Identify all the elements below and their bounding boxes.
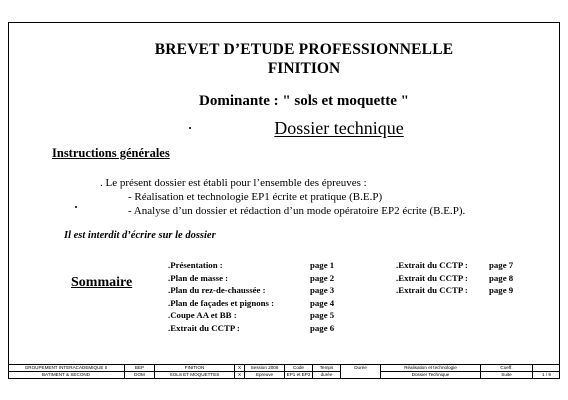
toc-item-page: page 2 bbox=[310, 272, 335, 283]
cartouche-text: Suite bbox=[501, 372, 512, 377]
dominante-heading: Dominante : " sols et moquette " bbox=[199, 93, 409, 109]
toc-right-labels bbox=[396, 259, 468, 297]
toc-item-label: .Plan du rez-de-chaussée : bbox=[168, 285, 266, 295]
title-block-cartouche bbox=[8, 364, 560, 379]
toc-item-page: page 9 bbox=[489, 285, 514, 295]
speck-mark bbox=[189, 127, 191, 129]
cartouche-text: durée bbox=[320, 372, 333, 377]
toc-item-page: page 7 bbox=[489, 260, 514, 270]
cartouche-mid-line bbox=[380, 371, 560, 372]
toc-item-page: page 6 bbox=[310, 322, 335, 333]
toc-item-label: .Plan de façades et pignons : bbox=[168, 297, 275, 308]
cartouche-text: Temps bbox=[319, 365, 334, 370]
cartouche-text: Coeff. bbox=[500, 365, 513, 370]
instructions-line-2: - Réalisation et technologie EP1 écrite et pratique (B.E.P) bbox=[128, 191, 383, 203]
warning-text: Il est interdit d’écrire sur le dossier bbox=[64, 230, 216, 241]
cartouche-text: 1 / 9 bbox=[542, 372, 551, 377]
cartouche-mid-line bbox=[8, 371, 340, 372]
toc-item-label: .Extrait du CCTP : bbox=[168, 322, 240, 333]
toc-right-pages bbox=[489, 259, 513, 297]
toc-item-page: page 4 bbox=[310, 297, 335, 308]
dossier-technique-heading bbox=[9, 118, 559, 139]
toc-item-page: page 5 bbox=[310, 310, 335, 320]
cartouche-text: FINITION bbox=[184, 365, 205, 370]
toc-item-label: .Extrait du CCTP : bbox=[396, 260, 468, 270]
cartouche-text: Epreuve bbox=[255, 372, 274, 377]
toc-item-page: page 8 bbox=[489, 272, 514, 283]
instructions-heading: Instructions générales bbox=[52, 146, 170, 160]
cartouche-text: X bbox=[237, 372, 242, 377]
cartouche-text: DOM bbox=[134, 372, 145, 377]
toc-item-label: .Plan de masse : bbox=[168, 272, 229, 283]
toc-left-pages bbox=[310, 259, 334, 334]
toc-left-labels bbox=[168, 259, 274, 334]
cartouche-cell-duree bbox=[340, 364, 380, 379]
toc-item-page: page 1 bbox=[310, 260, 335, 270]
cartouche-text: Session 2006 bbox=[250, 365, 279, 370]
sommaire-heading: Sommaire bbox=[71, 275, 133, 290]
toc-item-label: .Extrait du CCTP : bbox=[396, 285, 468, 295]
cartouche-text: GROUPEMENT INTERACADEMIQUE II bbox=[24, 365, 108, 370]
toc-item-label: .Présentation : bbox=[168, 260, 223, 270]
cartouche-text: Dossier Technique bbox=[411, 372, 450, 377]
title-line-1: BREVET D’ETUDE PROFESSIONNELLE bbox=[154, 41, 454, 58]
cartouche-text: BATIMENT & SECOND bbox=[41, 372, 91, 377]
dossier-technique-text: Dossier technique bbox=[274, 118, 404, 138]
cartouche-text: X bbox=[237, 365, 242, 370]
title-line-2: FINITION bbox=[267, 60, 341, 77]
cartouche-text: BEP bbox=[134, 365, 145, 370]
instructions-line-3: - Analyse d’un dossier et rédaction d’un mode opératoire EP2 écrite (B.E.P). bbox=[128, 205, 466, 217]
toc-item-label: .Coupe AA et BB : bbox=[168, 310, 237, 320]
toc-item-page: page 3 bbox=[310, 285, 335, 295]
speck-mark bbox=[75, 206, 77, 208]
cartouche-text: EP1 et EP2 bbox=[286, 372, 311, 377]
instructions-paragraph bbox=[100, 176, 465, 218]
instructions-line-1: . Le présent dossier est établi pour l’ensemble des épreuves : bbox=[100, 177, 367, 189]
toc-item-label: .Extrait du CCTP : bbox=[396, 272, 468, 283]
cartouche-text: SOLS ET MOQUETTES bbox=[169, 372, 220, 377]
cartouche-text: Réalisation et technologie bbox=[404, 365, 457, 370]
cartouche-text: Durée bbox=[354, 365, 367, 370]
document-sheet bbox=[8, 22, 560, 379]
cartouche-text: Code bbox=[293, 365, 304, 370]
